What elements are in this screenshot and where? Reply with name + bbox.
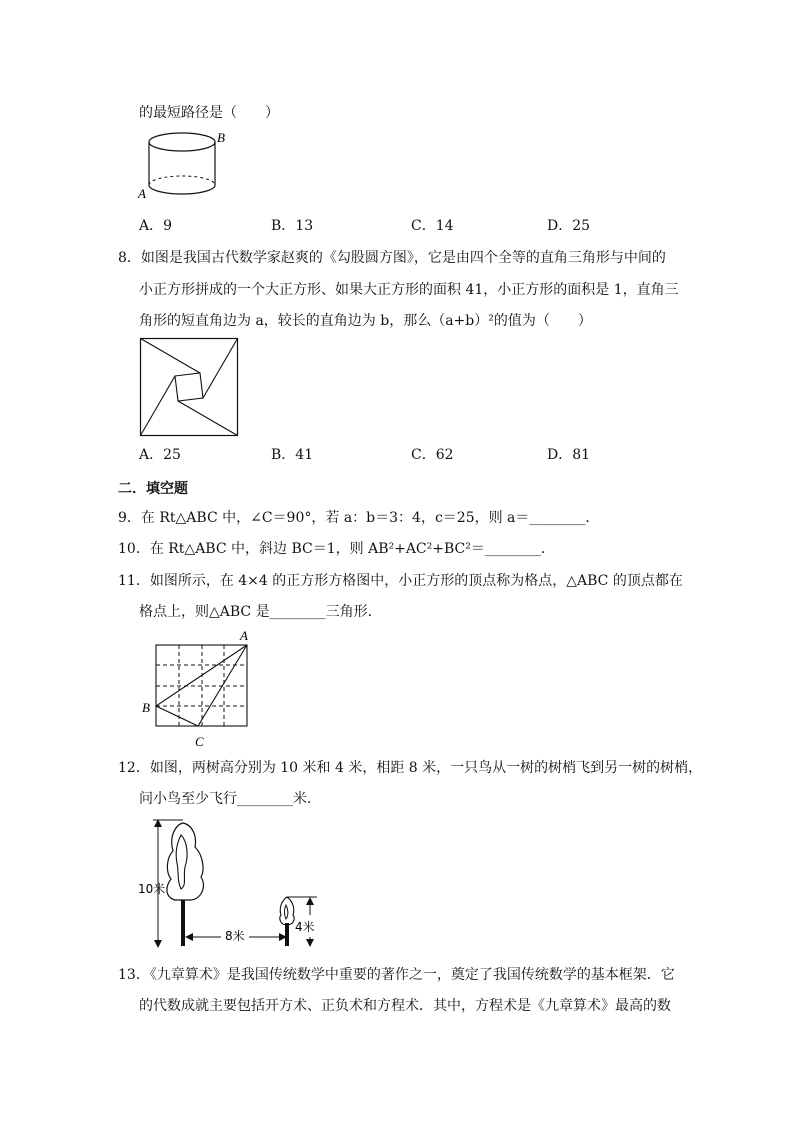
q12-line1: 12．如图，两树高分别为 10 米和 4 米，相距 8 米，一只鸟从一树的树梢飞到另一树的树梢， — [118, 760, 703, 776]
section-title: 二．填空题 — [118, 481, 188, 497]
tree-label-4: 4米 — [295, 920, 315, 934]
q8-option-d: D．81 — [547, 447, 591, 463]
q13-line2: 的代数成就主要包括开方术、正负术和方程术．其中，方程术是《九章算术》最高的数 — [139, 998, 671, 1014]
q13-line1: 13．《九章算术》是我国传统数学中重要的著作之一，奠定了我国传统数学的基本框架．它 — [118, 967, 675, 983]
cylinder-label-b: B — [217, 130, 225, 145]
q10-text: 10．在 Rt△ABC 中，斜边 BC＝1，则 AB²+AC²+BC²＝________． — [118, 541, 555, 557]
q11-line1: 11．如图所示，在 4×4 的正方形方格图中，小正方形的顶点称为格点，△ABC 的顶点都在 — [118, 573, 683, 589]
q8-line3: 角形的短直角边为 a，较长的直角边为 b，那么（a+b）²的值为（ ） — [139, 313, 592, 329]
q7-option-c: C．14 — [411, 218, 454, 234]
grid-label-c: C — [195, 734, 204, 749]
q11-line2: 格点上，则△ABC 是________三角形． — [139, 604, 382, 620]
distance-label-8: 8米 — [225, 929, 245, 943]
q8-option-c: C．62 — [411, 447, 454, 463]
q8-option-a: A．25 — [139, 447, 181, 463]
q7-option-b: B．13 — [271, 218, 314, 234]
q7-tail-text: 的最短路径是（ ） — [139, 105, 279, 121]
q12-line2: 问小鸟至少飞行________米． — [139, 791, 321, 807]
q9-text: 9．在 Rt△ABC 中，∠C＝90°，若 a：b＝3：4，c＝25，则 a＝________． — [118, 510, 600, 526]
tree-label-10: 10米 — [138, 882, 166, 896]
q7-option-a: A．9 — [139, 218, 173, 234]
grid-triangle-figure — [140, 628, 260, 753]
trees-figure — [135, 815, 335, 950]
grid-label-a: A — [240, 628, 248, 643]
q7-option-d: D．25 — [547, 218, 591, 234]
q8-option-b: B．41 — [271, 447, 314, 463]
cylinder-figure — [135, 130, 230, 205]
zhao-shuang-figure — [140, 338, 240, 438]
q8-line2: 小正方形拼成的一个大正方形、如果大正方形的面积 41，小正方形的面积是 1，直角三 — [139, 282, 679, 298]
cylinder-label-a: A — [138, 186, 146, 201]
grid-label-b: B — [142, 700, 150, 715]
q8-line1: 8．如图是我国古代数学家赵爽的《勾股圆方图》，它是由四个全等的直角三角形与中间的 — [118, 250, 666, 266]
